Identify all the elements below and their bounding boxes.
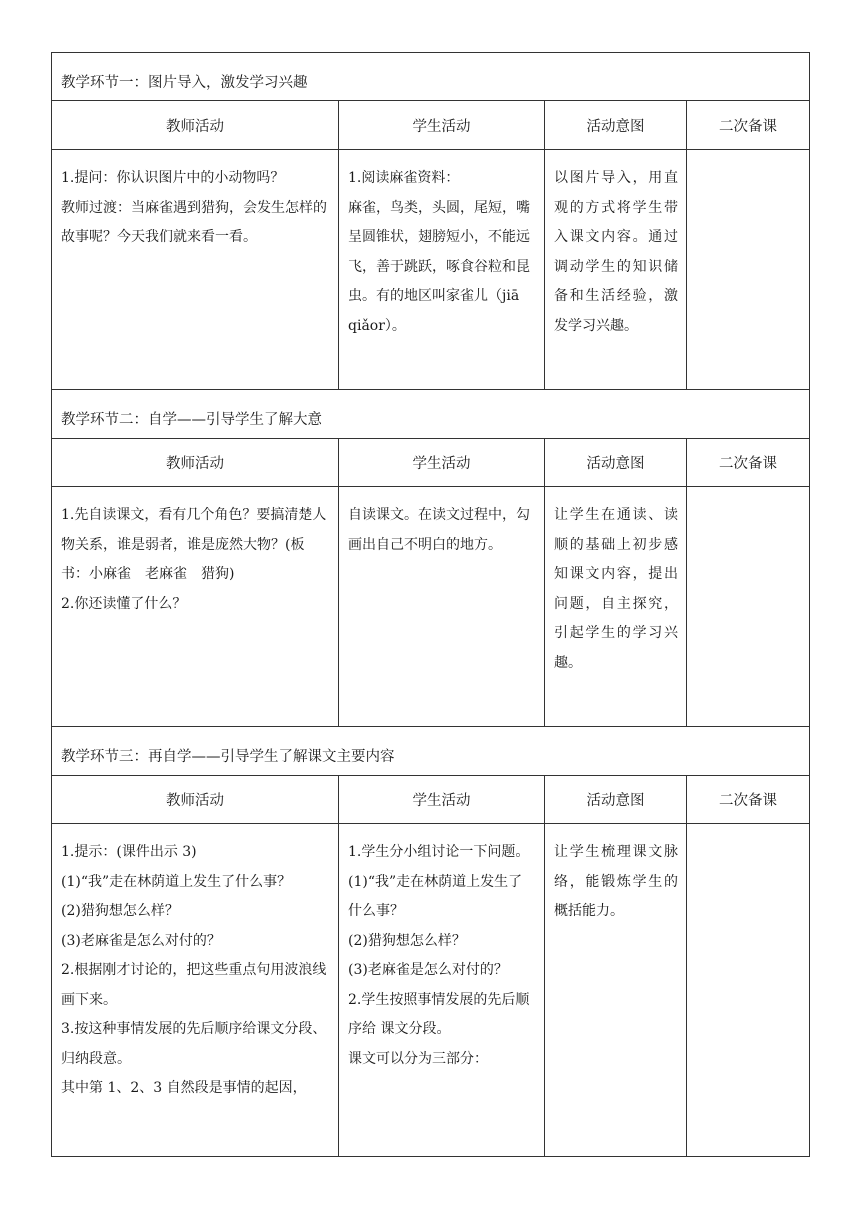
text-line: 其中第 1、2、3 自然段是事情的起因，	[61, 1080, 307, 1096]
text-line: 教师过渡：当麻雀遇到猎狗，会发生怎样的故事呢？今天我们就来看一看。	[61, 199, 327, 245]
header-activity-purpose: 活动意图	[545, 439, 687, 487]
lesson-plan-table	[51, 52, 810, 1157]
text-line: 1.先自读课文，看有几个角色？要搞清楚人物关系，谁是弱者，谁是庞然大物？(板书：小麻雀 老麻雀 猎狗)	[61, 507, 327, 582]
teacher-activity-cell	[52, 487, 339, 727]
text-line: (1)“我”走在林荫道上发生了什么事？	[348, 873, 523, 919]
student-activity-cell	[339, 150, 545, 390]
activity-purpose-cell: 以图片导入，用直观的方式将学生带入课文内容。通过调动学生的知识储备和生活经验，激发学习兴趣。	[545, 150, 687, 390]
header-activity-purpose: 活动意图	[545, 101, 687, 150]
text-line: (3)老麻雀是怎么对付的？	[61, 932, 221, 949]
section-title: 教学环节二：自学——引导学生了解大意	[52, 390, 810, 439]
header-activity-purpose: 活动意图	[545, 776, 687, 824]
student-activity-cell	[339, 487, 545, 727]
text-line: 2.根据刚才讨论的，把这些重点句用波浪线画下来。	[61, 962, 327, 1008]
second-prep-cell[interactable]	[687, 487, 810, 727]
text-line: (2)猎狗想怎么样？	[61, 903, 179, 919]
header-second-prep: 二次备课	[687, 776, 810, 824]
header-second-prep: 二次备课	[687, 101, 810, 150]
text-line: 麻雀，鸟类，头圆，尾短，嘴呈圆锥状，翅膀短小，不能远飞，善于跳跃，啄食谷粒和昆虫。有的地区叫家雀儿（jiā qiǎor）。	[348, 199, 530, 334]
text-line: (2)猎狗想怎么样？	[348, 932, 466, 949]
header-teacher-activity: 教师活动	[52, 101, 339, 150]
header-teacher-activity: 教师活动	[52, 776, 339, 824]
text-line: 课文可以分为三部分：	[348, 1050, 488, 1067]
header-student-activity: 学生活动	[339, 776, 545, 824]
header-student-activity: 学生活动	[339, 439, 545, 487]
activity-purpose-cell: 让学生在通读、读顺的基础上初步感知课文内容，提出问题，自主探究，引起学生的学习兴趣。	[545, 487, 687, 727]
activity-purpose-cell: 让学生梳理课文脉络，能锻炼学生的概括能力。	[545, 824, 687, 1157]
text-line: 1.阅读麻雀资料：	[348, 170, 460, 186]
header-student-activity: 学生活动	[339, 101, 545, 150]
teacher-activity-cell	[52, 150, 339, 390]
text-line: 1.提示：(课件出示 3)	[61, 844, 197, 860]
text-line: 1.提问：你认识图片中的小动物吗？	[61, 170, 285, 186]
second-prep-cell[interactable]	[687, 150, 810, 390]
second-prep-cell[interactable]	[687, 824, 810, 1157]
section-title: 教学环节三：再自学——引导学生了解课文主要内容	[52, 727, 810, 776]
student-activity-cell	[339, 824, 545, 1157]
text-line: 2.你还读懂了什么？	[61, 595, 187, 612]
text-line: (1)“我”走在林荫道上发生了什么事？	[61, 873, 292, 890]
header-teacher-activity: 教师活动	[52, 439, 339, 487]
text-line: 2.学生按照事情发展的先后顺序给 课文分段。	[348, 991, 530, 1037]
text-line: 3.按这种事情发展的先后顺序给课文分段、归纳段意。	[61, 1021, 327, 1067]
section-title: 教学环节一：图片导入，激发学习兴趣	[52, 53, 810, 101]
header-second-prep: 二次备课	[687, 439, 810, 487]
teacher-activity-cell	[52, 824, 339, 1157]
text-line: 1.学生分小组讨论一下问题。	[348, 844, 530, 860]
text-line: 自读课文。在读文过程中，勾画出自己不明白的地方。	[348, 507, 530, 553]
text-line: (3)老麻雀是怎么对付的？	[348, 962, 508, 978]
